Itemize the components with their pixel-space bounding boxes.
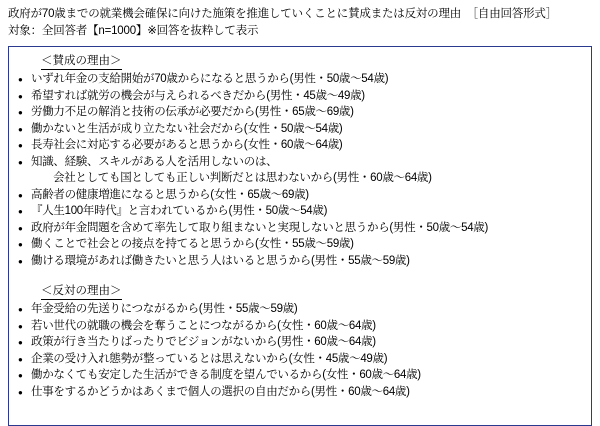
list-item-text: 年金受給の先送りにつながるから(男性・55歳～59歳) xyxy=(31,303,298,315)
list-item-text: 若い世代の就職の機会を奪うことにつながるから(女性・60歳～64歳) xyxy=(31,319,376,332)
section-heading-oppose-label: ＜反対の理由＞ xyxy=(41,285,122,297)
list-item-text: 仕事をするかどうかはあくまで個人の選択の自由だから(男性・60歳～64歳) xyxy=(31,385,410,398)
section-heading-underline xyxy=(41,299,122,300)
list-item-text: 働かないと生活が成り立たない社会だから(女性・50歳～54歳) xyxy=(31,122,343,135)
list-item-text: 政府が年金問題を含めて率先して取り組まないと実現しないと思うから(男性・50歳～54歳) xyxy=(31,221,489,234)
list-item xyxy=(17,187,585,204)
list-item xyxy=(17,121,585,138)
list-item xyxy=(17,236,585,253)
list-item-text: いずれ年金の支給開始が70歳からになると思うから(男性・50歳～54歳) xyxy=(31,73,389,85)
list-item xyxy=(17,334,585,351)
list-item xyxy=(17,203,585,220)
list-item xyxy=(17,301,585,318)
section-heading-agree xyxy=(41,54,122,69)
list-item xyxy=(17,384,585,401)
list-item-text: 企業の受け入れ態勢が整っているとは思えないから(女性・45歳～49歳) xyxy=(31,352,388,365)
list-item xyxy=(17,88,585,105)
section-heading-oppose xyxy=(41,284,122,299)
page-title: 政府が70歳までの就業機会確保に向けた施策を推進していくことに賛成または反対の理由 ［自由回答形式］ xyxy=(8,8,558,20)
section-heading-agree-label: ＜賛成の理由＞ xyxy=(41,55,122,67)
list-item xyxy=(17,318,585,335)
list-item xyxy=(17,104,585,121)
list-item xyxy=(17,351,585,368)
list-item-text: 働くことで社会との接点を持てると思うから(女性・55歳～59歳) xyxy=(31,238,354,250)
page-subtitle: 対象：全回答者【n=1000】※回答を抜粋して表示 xyxy=(8,25,259,37)
agree-reason-list xyxy=(17,71,585,269)
oppose-reason-list xyxy=(17,301,585,400)
answers-panel xyxy=(8,46,592,426)
list-item-text: 長寿社会に対応する必要があると思うから(女性・60歳～64歳) xyxy=(31,139,343,151)
list-item xyxy=(17,220,585,237)
list-item-text: 『人生100年時代』と言われているから(男性・50歳～54歳) xyxy=(31,205,328,217)
list-item-text: 政策が行き当たりばったりでビジョンがないから(男性・60歳～64歳) xyxy=(31,336,376,348)
list-item-text: 働ける環境があれば働きたいと思う人はいると思うから(男性・55歳～59歳) xyxy=(31,254,410,267)
section-heading-underline xyxy=(41,69,122,70)
list-item xyxy=(17,71,585,88)
list-item-text: 希望すれば就労の機会が与えられるべきだから(男性・45歳～49歳) xyxy=(31,89,365,102)
list-item-text: 労働力不足の解消と技術の伝承が必要だから(男性・65歳～69歳) xyxy=(31,106,354,118)
list-item-text-continued: 会社としても国としても正しい判断だとは思わないから(男性・60歳～64歳) xyxy=(53,172,432,184)
section-divider-space xyxy=(17,269,585,281)
list-item-text: 働かなくても安定した生活ができる制度を望んでいるから(女性・60歳～64歳) xyxy=(31,369,421,381)
list-item-text: 高齢者の健康増進になると思うから(女性・65歳～69歳) xyxy=(31,188,309,201)
list-item xyxy=(17,137,585,154)
list-item-text: 知識、経験、スキルがある人を活用しないのは、 xyxy=(31,155,278,168)
list-item xyxy=(17,253,585,270)
list-item xyxy=(17,367,585,384)
list-item xyxy=(17,154,585,187)
